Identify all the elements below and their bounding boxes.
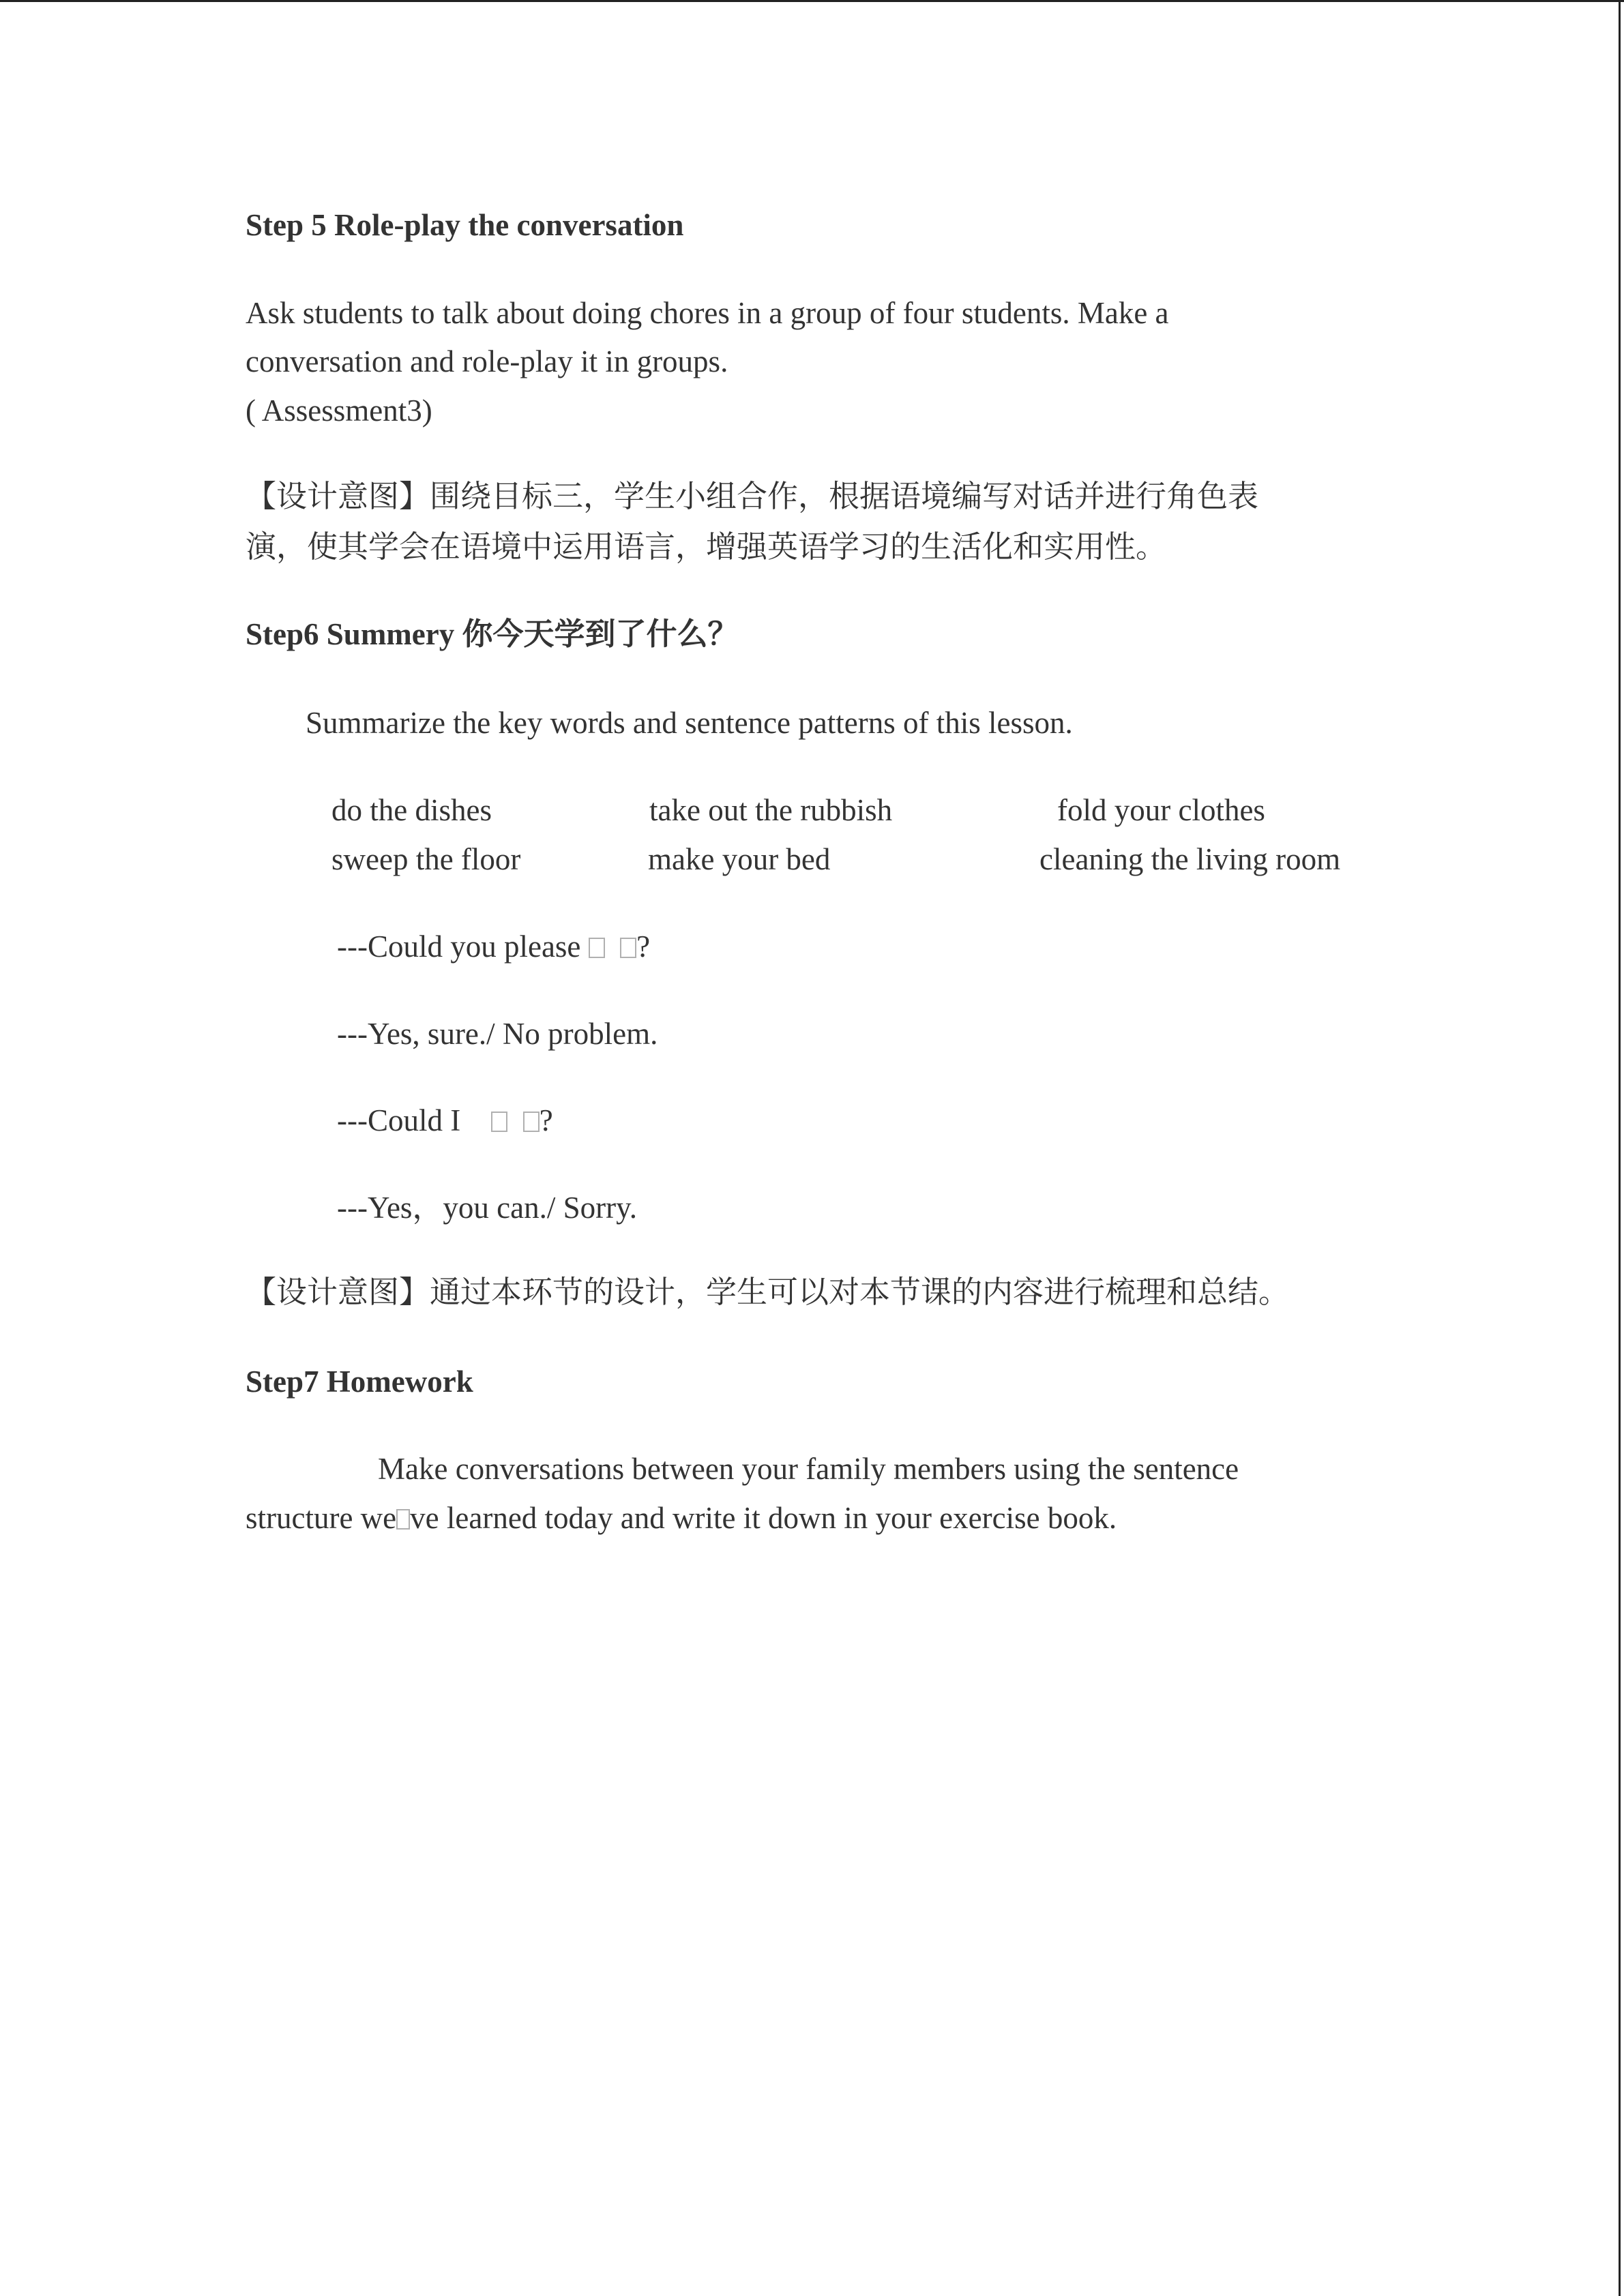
phrase-sweep-floor: sweep the floor bbox=[331, 842, 521, 876]
phrase-fold-clothes: fold your clothes bbox=[1057, 793, 1265, 827]
step7-text: structure we bbox=[246, 1501, 397, 1535]
step6-design-intent: 【设计意图】通过本环节的设计，学生可以对本节课的内容进行梳理和总结。 bbox=[246, 1275, 1290, 1309]
phrase-make-bed: make your bed bbox=[648, 842, 831, 876]
step7-text: ve learned today and write it down in your exercise book. bbox=[410, 1501, 1117, 1535]
pattern-could-i bbox=[337, 1101, 553, 1139]
phrase-take-out-rubbish: take out the rubbish bbox=[649, 793, 893, 827]
page-right-border bbox=[1619, 0, 1621, 2296]
pattern-text: ? bbox=[636, 929, 651, 964]
missing-glyph-box bbox=[396, 1509, 410, 1530]
blank-box bbox=[589, 938, 605, 958]
blank-box bbox=[491, 1112, 507, 1132]
pattern-answer-yes-you-can: ---Yes，you can./ Sorry. bbox=[337, 1191, 637, 1225]
step5-heading: Step 5 Role-play the conversation bbox=[246, 208, 684, 242]
blank-box bbox=[620, 938, 636, 958]
step5-text-line1: Ask students to talk about doing chores in a group of four students. Make a bbox=[246, 296, 1169, 330]
step5-text-line2: conversation and role-play it in groups. bbox=[246, 344, 728, 378]
step5-design-intent-line2: 演，使其学会在语境中运用语言，增强英语学习的生活化和实用性。 bbox=[246, 530, 1167, 564]
blank-box bbox=[523, 1112, 540, 1132]
step7-text-line1: Make conversations between your family members using the sentence bbox=[378, 1452, 1239, 1486]
step5-design-intent-line1: 【设计意图】围绕目标三，学生小组合作，根据语境编写对话并进行角色表 bbox=[246, 479, 1259, 513]
pattern-text: ---Could you please bbox=[337, 929, 589, 964]
page-top-border bbox=[0, 0, 1624, 2]
step7-heading: Step7 Homework bbox=[246, 1365, 473, 1399]
pattern-text: ---Could I bbox=[337, 1103, 469, 1137]
pattern-answer-yes-sure: ---Yes, sure./ No problem. bbox=[337, 1017, 658, 1051]
step5-assessment: ( Assessment3) bbox=[246, 393, 432, 428]
step6-intro: Summarize the key words and sentence patterns of this lesson. bbox=[306, 706, 1073, 740]
pattern-text: ? bbox=[539, 1103, 553, 1137]
pattern-could-you-please bbox=[337, 927, 650, 966]
step7-text-line2 bbox=[246, 1499, 1117, 1537]
phrase-cleaning-living-room: cleaning the living room bbox=[1039, 842, 1341, 876]
step6-heading: Step6 Summery 你今天学到了什么？ bbox=[246, 617, 739, 651]
phrase-do-the-dishes: do the dishes bbox=[331, 793, 492, 827]
